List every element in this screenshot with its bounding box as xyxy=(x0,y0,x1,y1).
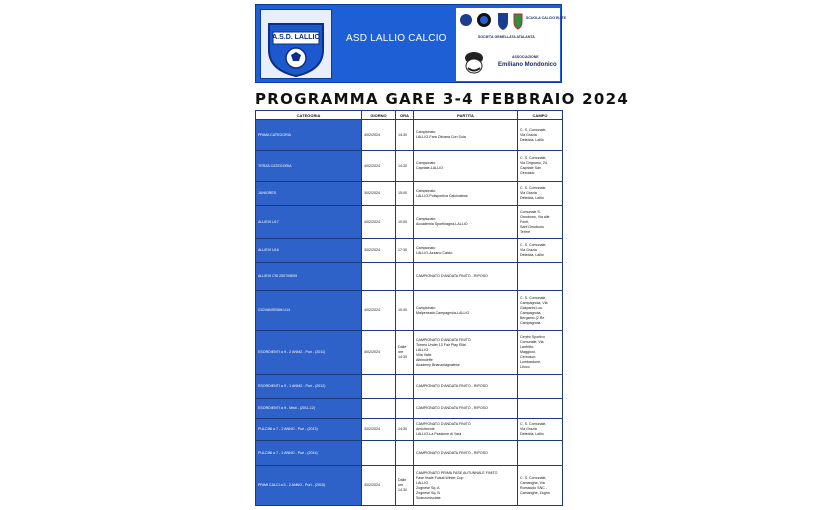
field-line: Comunale, Via xyxy=(520,340,544,344)
day-cell: 4/02/2024 xyxy=(362,206,396,239)
club-name: ASD LALLIO CALCIO xyxy=(346,33,447,44)
field-cell xyxy=(518,291,563,331)
table-row xyxy=(256,466,563,506)
partner-top-label-1: SCUOLA CALCIO ELITE xyxy=(526,16,566,20)
category-cell: ALLIEVI U17 xyxy=(256,206,362,239)
field-line: C. S. Comunale, xyxy=(520,475,547,480)
field-line: Deledda, Lallio xyxy=(520,432,544,436)
match-cell xyxy=(414,263,518,291)
field-line: Via Grazia xyxy=(520,132,537,137)
match-line: Zognese Sq. A xyxy=(416,485,440,490)
time-cell xyxy=(396,419,414,441)
match-line: CAMPIONATO PRIMA FASE AUTUNNALE FINITO xyxy=(416,470,498,475)
table-row xyxy=(256,206,563,239)
category-cell: ESORDIENTI a 9 - 2 ANNO - Puri - (2011) xyxy=(256,331,362,375)
category-cell: PULCINI a 7 - 2 ANNO - Puri - (2013) xyxy=(256,419,362,441)
time-line: 14:30 xyxy=(398,132,407,137)
match-line: CAMPIONATO D'ANDATA FINITO - RIPOSO xyxy=(416,274,488,278)
match-cell xyxy=(414,331,518,375)
match-cell xyxy=(414,206,518,239)
match-line: CAMPIONATO D'ANDATA FINITO xyxy=(416,422,471,426)
day-cell xyxy=(362,399,396,419)
match-line: Fase finale Futsal Winter Cup xyxy=(416,475,464,480)
match-line: LALLIO xyxy=(416,480,429,485)
table-row xyxy=(256,331,563,375)
day-cell: 4/02/2024 xyxy=(362,466,396,506)
partner-crests-icon xyxy=(458,10,558,32)
table-row xyxy=(256,375,563,399)
field-line: Romacolo SNC - xyxy=(520,485,547,490)
time-line: ore xyxy=(398,483,404,487)
field-line: Comunale S. xyxy=(520,209,541,214)
field-line: C. S. Comunale, xyxy=(520,186,547,190)
field-cell xyxy=(518,182,563,206)
table-row xyxy=(256,399,563,419)
partner-top xyxy=(458,10,566,44)
col-header-day: GIORNO xyxy=(362,111,396,120)
schedule-table xyxy=(255,110,563,506)
field-line: Via Grignano, 24, xyxy=(520,161,548,165)
field-line: C. S. Comunale, xyxy=(520,156,547,160)
field-cell xyxy=(518,375,563,399)
match-line: Villa Valle xyxy=(416,352,432,357)
field-line: Lombardone, xyxy=(520,360,542,364)
field-line: Camanghe, Via xyxy=(520,480,545,485)
time-cell xyxy=(396,375,414,399)
col-header-match: PARTITA xyxy=(414,111,518,120)
category-cell: PRIMA CATEGORIA xyxy=(256,120,362,151)
field-line: Campagnola xyxy=(520,320,541,325)
category-cell: ESORDIENTI a 9 - 1 ANNO - Puri - (2012) xyxy=(256,375,362,399)
day-cell: 4/02/2024 xyxy=(362,120,396,151)
day-cell xyxy=(362,263,396,291)
time-cell xyxy=(396,466,414,506)
match-line: Campionato xyxy=(416,245,436,250)
col-header-field: CAMPO xyxy=(518,111,563,120)
table-row xyxy=(256,120,563,151)
day-cell: 3/02/2024 xyxy=(362,419,396,441)
day-cell: 4/02/2024 xyxy=(362,151,396,182)
field-line: C. S. Comunale xyxy=(520,295,546,300)
match-line: LALLIO xyxy=(416,347,429,352)
field-cell xyxy=(518,120,563,151)
match-cell xyxy=(414,239,518,263)
time-cell xyxy=(396,441,414,466)
field-line: C. S. Comunale, xyxy=(520,127,547,132)
time-cell xyxy=(396,182,414,206)
partner-logos xyxy=(456,8,566,81)
field-line: Bergamo (2.Re xyxy=(520,315,545,320)
field-cell xyxy=(518,466,563,506)
match-cell xyxy=(414,182,518,206)
association-name: Emiliano Mondonico xyxy=(498,62,557,68)
partner-bottom xyxy=(458,47,558,79)
field-line: Via Grazia xyxy=(520,191,537,195)
match-cell xyxy=(414,151,518,182)
field-line: Capriate San xyxy=(520,166,541,170)
match-line: Campionato xyxy=(416,305,436,310)
category-cell: JUNIORES xyxy=(256,182,362,206)
match-cell xyxy=(414,375,518,399)
time-line: 14:30 xyxy=(398,355,407,359)
match-cell xyxy=(414,291,518,331)
day-cell: 4/02/2024 xyxy=(362,291,396,331)
match-line: CAMPIONATO D'ANDATA FINITO - RIPOSO xyxy=(416,384,488,388)
association-label: ASSOCIAZIONE xyxy=(512,55,539,59)
field-cell xyxy=(518,441,563,466)
match-cell xyxy=(414,466,518,506)
match-line: Malpensata Campagnola-LALLIO xyxy=(416,310,470,315)
category-cell: TERZA CATEGORIA xyxy=(256,151,362,182)
header-banner xyxy=(255,4,566,83)
category-cell: ALLIEVI U16 xyxy=(256,239,362,263)
category-cell: ESORDIENTI a 9 - Misti - (2011-12) xyxy=(256,399,362,419)
col-header-time: ORA xyxy=(396,111,414,120)
match-cell xyxy=(414,441,518,466)
time-line: 10:00 xyxy=(398,219,407,224)
match-line: Amichevole xyxy=(416,427,435,431)
field-line: Sant'Omobono xyxy=(520,224,544,229)
field-line: Via Grazia xyxy=(520,248,537,252)
category-cell: PRIMI CALCI a 5 - 2 ANNO - Puri - (2015) xyxy=(256,466,362,506)
field-line: Gasparini Loc. xyxy=(520,305,544,310)
match-cell xyxy=(414,419,518,441)
field-line: Lecco xyxy=(520,365,530,369)
time-cell xyxy=(396,263,414,291)
category-cell: GIOVANISSIMI U14 xyxy=(256,291,362,331)
match-line: CAMPIONATO D'ANDATA FINITO - RIPOSO xyxy=(416,406,488,410)
partner-top-label-2: SOCIETÀ GEMELLATA ATALANTA xyxy=(478,35,535,39)
field-cell xyxy=(518,206,563,239)
category-cell: PULCINI a 7 - 1 ANNO - Puri - (2014) xyxy=(256,441,362,466)
table-row xyxy=(256,419,563,441)
field-line: Campagnola, Via xyxy=(520,300,548,305)
portrait-icon xyxy=(460,48,488,78)
day-cell: 3/02/2024 xyxy=(362,182,396,206)
field-line: C. S. Comunale, xyxy=(520,243,547,247)
match-line: CAMPIONATO D'ANDATA FINITO xyxy=(416,337,471,342)
match-line: Campionato xyxy=(416,188,436,193)
category-cell: ALLIEVI CSI 2007/08/09 xyxy=(256,263,362,291)
logo-text: A.S.D. LALLIO xyxy=(272,34,320,41)
field-line: Lanfritto- xyxy=(520,345,535,349)
table-row xyxy=(256,151,563,182)
time-line: 14:30 xyxy=(398,488,407,492)
field-line: Deledda, Lallio xyxy=(520,253,544,257)
field-line: C. S. Comunale, xyxy=(520,422,547,426)
match-line: CAMPIONATO D'ANDATA FINITO - RIPOSO xyxy=(416,450,488,455)
table-header-row xyxy=(256,111,563,120)
field-line: Deledda, Lallio xyxy=(520,137,544,142)
time-cell xyxy=(396,151,414,182)
time-line: ore xyxy=(398,350,404,354)
field-line: Centro Sportivo xyxy=(520,335,545,339)
match-line: Academy Brianzolagnatese xyxy=(416,362,460,367)
club-logo xyxy=(260,9,332,79)
table-row xyxy=(256,263,563,291)
match-line: LALLIO-La Passione di Yara xyxy=(416,432,462,436)
schedule-body xyxy=(256,120,563,506)
match-line: Scanzorosciate xyxy=(416,495,441,500)
time-line: 15:00 xyxy=(398,191,407,195)
day-cell: 4/02/2024 xyxy=(362,331,396,375)
match-line: Accademia Sportinagna-LALLIO xyxy=(416,222,468,226)
field-cell xyxy=(518,151,563,182)
match-line: Zognese Sq. B xyxy=(416,490,440,495)
table-row xyxy=(256,182,563,206)
field-line: Campagnola, xyxy=(520,310,542,315)
match-line: Campionato xyxy=(416,217,436,221)
field-line: Cernusco xyxy=(520,355,536,359)
field-line: Gervasio xyxy=(520,171,535,175)
time-line: 14:30 xyxy=(398,163,407,168)
table-row xyxy=(256,239,563,263)
match-cell xyxy=(414,120,518,151)
match-line: Campionato xyxy=(416,130,436,134)
match-cell xyxy=(414,399,518,419)
field-cell xyxy=(518,331,563,375)
time-cell xyxy=(396,120,414,151)
time-line: 10:30 xyxy=(398,308,407,312)
match-line: Campionato xyxy=(416,161,436,165)
day-cell: 3/02/2024 xyxy=(362,239,396,263)
match-line: LALLIO-Fara Olivana Con Sola xyxy=(416,135,466,139)
match-line: LALLIO-Azzano Calcio xyxy=(416,250,453,255)
time-cell xyxy=(396,206,414,239)
field-line: Fonti, xyxy=(520,219,529,224)
time-line: 14:30 xyxy=(398,427,407,431)
page-title: PROGRAMMA GARE 3-4 FEBBRAIO 2024 xyxy=(255,90,630,108)
field-line: Maggioni, xyxy=(520,350,536,354)
field-cell xyxy=(518,239,563,263)
match-line: Albinoleffe xyxy=(416,357,433,362)
time-cell xyxy=(396,291,414,331)
time-cell xyxy=(396,331,414,375)
time-cell xyxy=(396,399,414,419)
match-line: LALLIO-Polisportiva Calcinatese xyxy=(416,193,468,198)
day-cell xyxy=(362,441,396,466)
field-line: Via Grazia xyxy=(520,427,537,431)
time-line: Dalle xyxy=(398,345,407,349)
field-line: Omobono, Via alle xyxy=(520,214,550,219)
table-row xyxy=(256,291,563,331)
col-header-category: CATEGORIA xyxy=(256,111,362,120)
field-cell xyxy=(518,419,563,441)
field-cell xyxy=(518,263,563,291)
field-line: Deledda, Lallio xyxy=(520,196,544,200)
match-line: Torneo Under 13 Fair Play Elite xyxy=(416,342,466,347)
field-line: Terme xyxy=(520,229,530,234)
document xyxy=(255,4,630,506)
table-row xyxy=(256,441,563,466)
field-cell xyxy=(518,399,563,419)
day-cell xyxy=(362,375,396,399)
field-line: Camanghe, Zogno xyxy=(520,490,550,495)
time-line: Dalle xyxy=(398,478,407,482)
match-line: Capriate-LALLIO xyxy=(416,166,443,170)
time-cell xyxy=(396,239,414,263)
time-line: 17:30 xyxy=(398,248,407,252)
